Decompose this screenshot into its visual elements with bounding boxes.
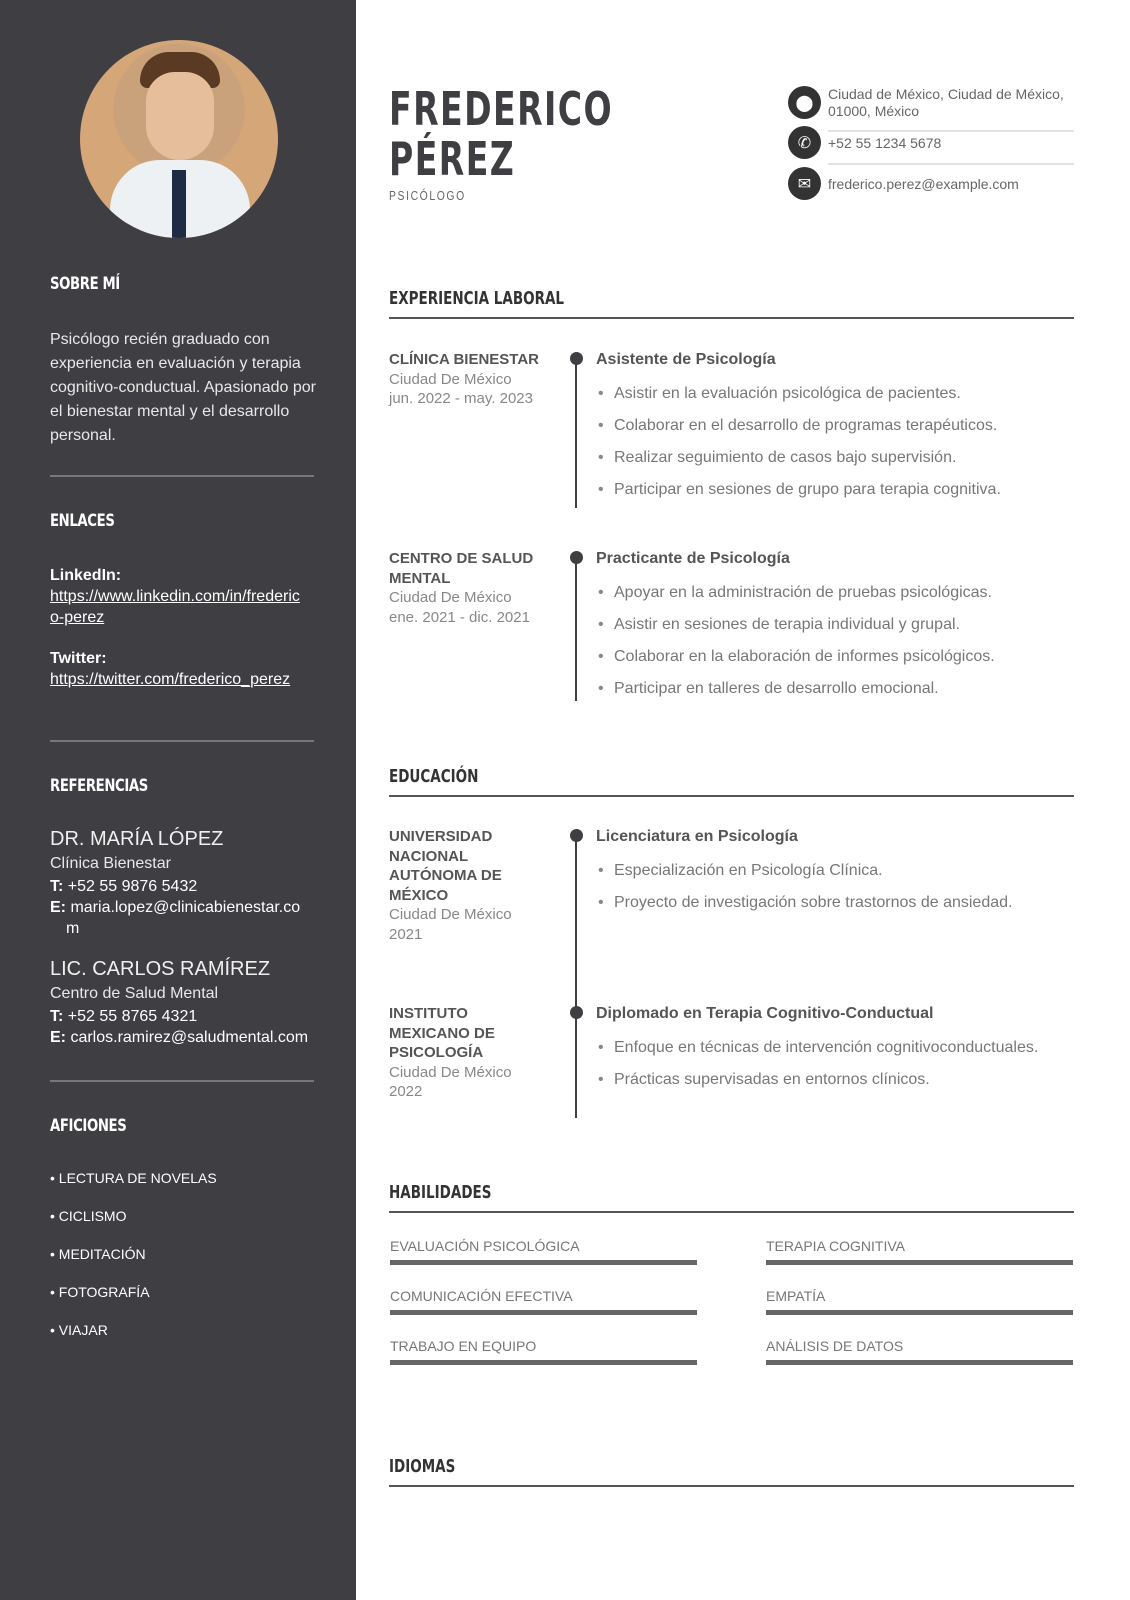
timeline-line [575, 835, 577, 1015]
dates: ene. 2021 - dic. 2021 [389, 608, 530, 626]
skill-bar [390, 1260, 697, 1265]
skill-item: ANÁLISIS DE DATOS [766, 1338, 1073, 1365]
reference-item [50, 826, 308, 939]
hobbies-heading: AFICIONES [50, 1116, 127, 1136]
position: Practicante de Psicología [596, 550, 790, 567]
reference-org: Clínica Bienestar [50, 855, 171, 872]
contact-phone: ✆ +52 55 1234 5678 [788, 126, 1074, 165]
timeline-dot [570, 1006, 583, 1019]
bullet: • Proyecto de investigación sobre trastornos de ansiedad. [596, 887, 1076, 919]
bullet: • Colaborar en la elaboración de informes psicológicos. [596, 641, 1076, 673]
divider [50, 475, 314, 477]
city: Ciudad De México [389, 906, 512, 923]
link-linkedin [50, 565, 300, 628]
bullet: • Apoyar en la administración de pruebas psicológicas. [596, 577, 1076, 609]
profile-photo [80, 40, 278, 238]
divider [50, 740, 314, 742]
timeline-dot [570, 829, 583, 842]
skill-item: COMUNICACIÓN EFECTIVA [390, 1288, 697, 1315]
reference-name: LIC. CARLOS RAMÍREZ [50, 958, 271, 980]
location-pin-icon: ⬤ [788, 86, 821, 119]
degree: Licenciatura en Psicología [596, 828, 798, 845]
hobby-item: • VIAJAR [50, 1322, 108, 1338]
bullet: • Participar en talleres de desarrollo emocional. [596, 673, 1076, 705]
languages-heading: IDIOMAS [389, 1456, 1074, 1487]
links-heading: ENLACES [50, 511, 115, 531]
envelope-icon: ✉ [788, 167, 821, 200]
skills-heading: HABILIDADES [389, 1182, 1074, 1213]
timeline-line [575, 358, 577, 508]
job-title: PSICÓLOGO [389, 188, 466, 203]
skill-bar [766, 1360, 1073, 1365]
reference-item [50, 956, 320, 1048]
reference-phone: T: +52 55 8765 4321 [50, 1008, 198, 1025]
reference-email: E: carlos.ramirez@saludmental.com [50, 1029, 309, 1046]
link-label: LinkedIn: [50, 567, 122, 584]
city: Ciudad De México [389, 589, 512, 606]
skill-bar [390, 1310, 697, 1315]
skill-bar [766, 1260, 1073, 1265]
bullet: • Realizar seguimiento de casos bajo supervisión. [596, 442, 1076, 474]
about-heading: SOBRE MÍ [50, 274, 120, 294]
sidebar [0, 0, 356, 1600]
hobby-item: • LECTURA DE NOVELAS [50, 1170, 217, 1186]
reference-org: Centro de Salud Mental [50, 985, 219, 1002]
phone-icon: ✆ [788, 126, 821, 159]
skill-item: EMPATÍA [766, 1288, 1073, 1315]
bullet: • Participar en sesiones de grupo para terapia cognitiva. [596, 474, 1076, 506]
degree: Diplomado en Terapia Cognitivo-Conductual [596, 1005, 934, 1022]
bullet: • Asistir en sesiones de terapia individual y grupal. [596, 609, 1076, 641]
timeline-line [575, 1012, 577, 1118]
experience-heading: EXPERIENCIA LABORAL [389, 288, 1074, 319]
contact-email: ✉ frederico.perez@example.com [788, 167, 1074, 193]
timeline-line [575, 557, 577, 701]
year: 2021 [389, 925, 423, 943]
company: CENTRO DE SALUD MENTAL [389, 550, 534, 587]
reference-phone: T: +52 55 9876 5432 [50, 878, 198, 895]
reference-name: DR. MARÍA LÓPEZ [50, 828, 224, 850]
year: 2022 [389, 1083, 423, 1100]
city: Ciudad De México [389, 1063, 512, 1081]
hobby-item: • FOTOGRAFÍA [50, 1284, 150, 1300]
education-heading: EDUCACIÓN [389, 766, 1074, 797]
divider [50, 1080, 314, 1082]
timeline-dot [570, 551, 583, 564]
bullet: • Enfoque en técnicas de intervención cognitivoconductuales. [596, 1032, 1076, 1064]
about-text: Psicólogo recién graduado con experiencia en evaluación y terapia cognitivo-conductual. Apasionado por el bienestar mental y el desarrollo personal. [50, 331, 316, 444]
link-twitter [50, 648, 305, 690]
linkedin-url[interactable]: https://www.linkedin.com/in/frederico-perez [50, 588, 300, 626]
city: Ciudad De México [389, 370, 512, 388]
reference-email: E: maria.lopez@clinicabienestar.com [50, 899, 301, 937]
hobby-item: • MEDITACIÓN [50, 1246, 146, 1262]
skill-item: TERAPIA COGNITIVA [766, 1238, 1073, 1265]
candidate-name: FREDERICO PÉREZ [389, 82, 614, 186]
skill-bar [390, 1360, 697, 1365]
bullet: • Prácticas supervisadas en entornos clínicos. [596, 1064, 1076, 1096]
skill-item: TRABAJO EN EQUIPO [390, 1338, 697, 1365]
skill-item: EVALUACIÓN PSICOLÓGICA [390, 1238, 697, 1265]
skill-bar [766, 1310, 1073, 1315]
hobby-item: • CICLISMO [50, 1208, 127, 1224]
references-heading: REFERENCIAS [50, 776, 148, 796]
contact-address: ⬤ Ciudad de México, Ciudad de México, 01000, México [788, 86, 1074, 132]
bullet: • Especialización en Psicología Clínica. [596, 855, 1076, 887]
school: UNIVERSIDAD NACIONAL AUTÓNOMA DE MÉXICO [389, 828, 502, 904]
company: CLÍNICA BIENESTAR [389, 351, 539, 368]
school: INSTITUTO MEXICANO DE PSICOLOGÍA [389, 1005, 495, 1061]
dates: jun. 2022 - may. 2023 [389, 390, 533, 407]
link-label: Twitter: [50, 650, 107, 667]
position: Asistente de Psicología [596, 351, 776, 368]
twitter-url[interactable]: https://twitter.com/frederico_perez [50, 671, 291, 688]
bullet: • Colaborar en el desarrollo de programas terapéuticos. [596, 410, 1076, 442]
timeline-dot [570, 352, 583, 365]
bullet: • Asistir en la evaluación psicológica de pacientes. [596, 378, 1076, 410]
